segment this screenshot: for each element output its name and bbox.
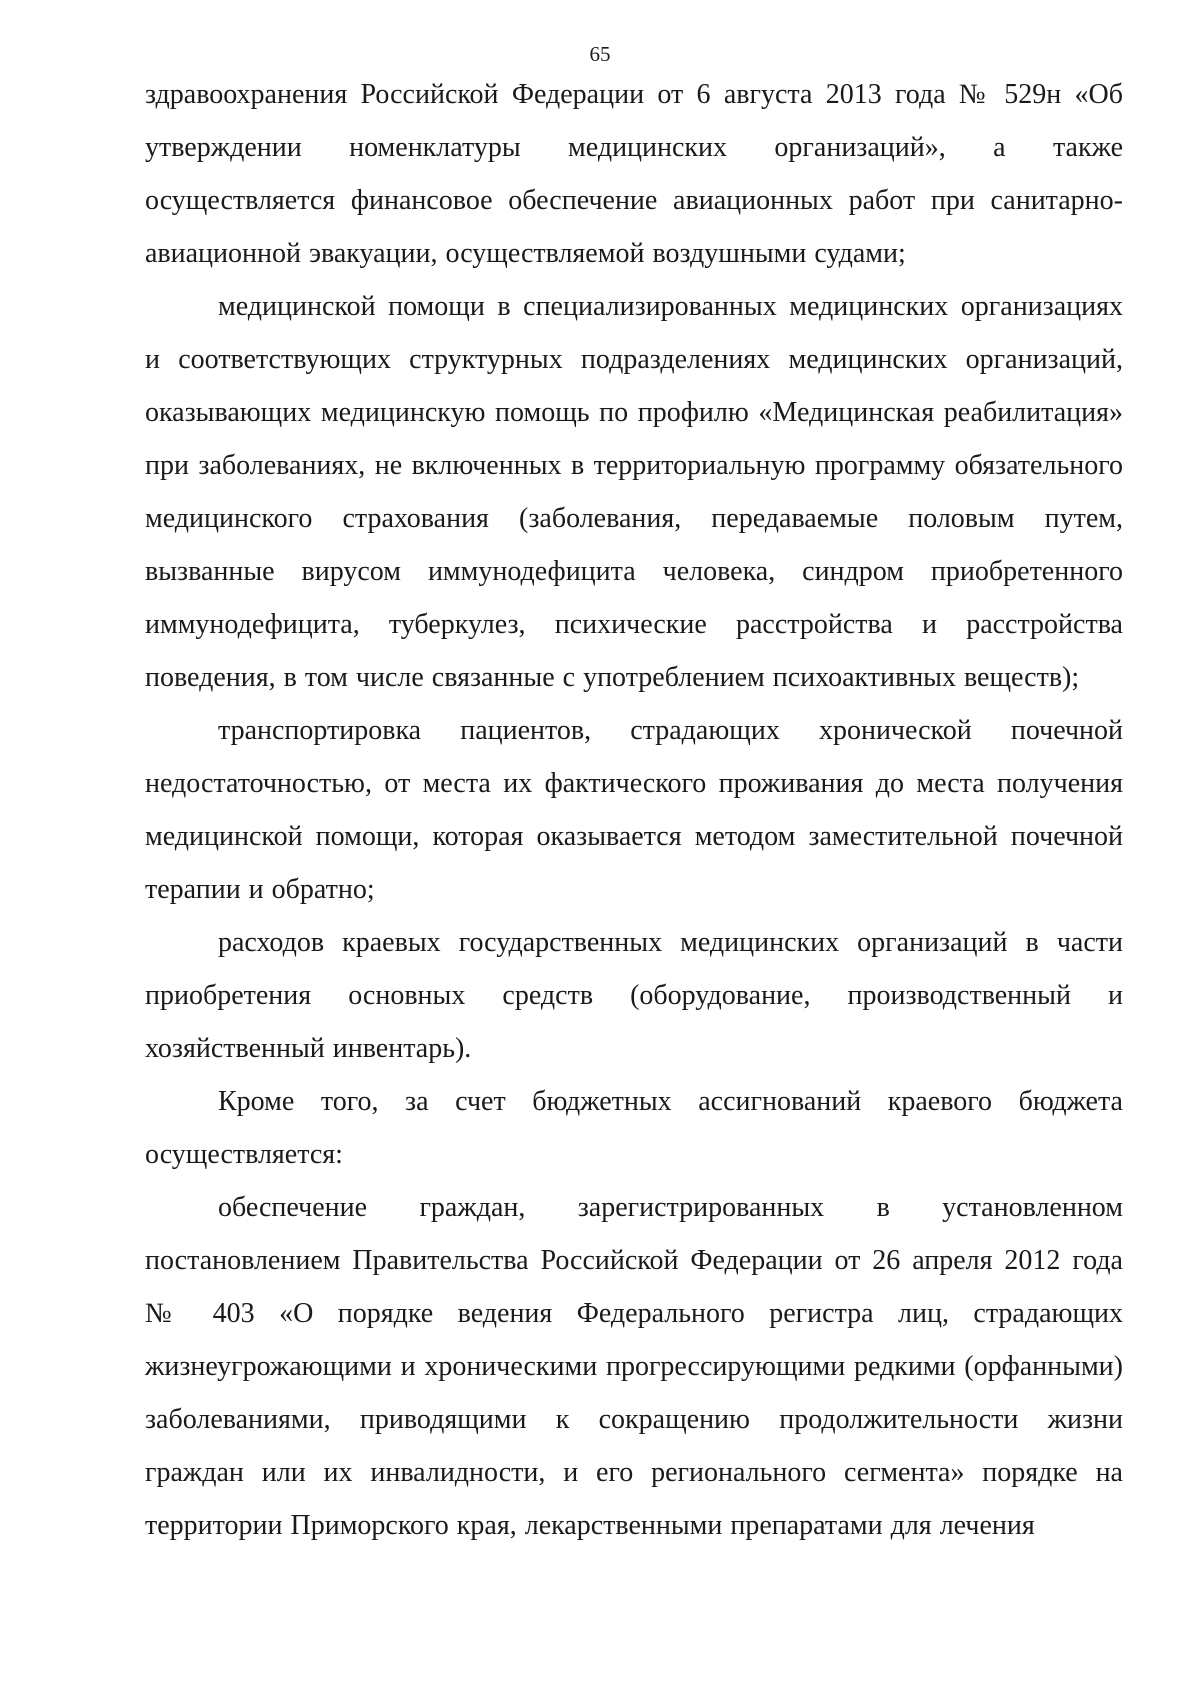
paragraph-patient-transport: транспортировка пациентов, страдающих хронической почечной недостаточностью, от места их фактического проживания до места получения медицинской помощи, которая оказывается методом заместительной почечной терапии и обратно;: [145, 715, 1123, 905]
page-number: 65: [589, 42, 611, 66]
paragraph-expenses: расходов краевых государственных медицинских организаций в части приобретения основных средств (оборудование, производственный и хозяйственный инвентарь).: [145, 927, 1123, 1064]
paragraph-specialized-care: медицинской помощи в специализированных медицинских организациях и соответствующих структурных подразделениях медицинских организаций, оказывающих медицинскую помощь по профилю «Медицинская реабилитация» при заболеваниях, не включенных в территориальную программу обязательного медицинского страхования (заболевания, передаваемые половым путем, вызванные вирусом иммунодефицита человека, синдром приобретенного иммунодефицита, туберкулез, психические расстройства и расстройства поведения, в том числе связанные с употреблением психоактивных веществ);: [145, 291, 1123, 693]
paragraph-continuation: здравоохранения Российской Федерации от 6 августа 2013 года № 529н «Об утверждении номенклатуры медицинских организаций», а также осуществляется финансовое обеспечение авиационных работ при санитарно-авиационной эвакуации, осуществляемой воздушными судами;: [145, 79, 1123, 269]
document-body: [145, 68, 1123, 1552]
paragraph-additionally: Кроме того, за счет бюджетных ассигнований краевого бюджета осуществляется:: [145, 1086, 1123, 1170]
paragraph-orphan-diseases: обеспечение граждан, зарегистрированных в установленном постановлением Правительства Российской Федерации от 26 апреля 2012 года № 403 «О порядке ведения Федерального регистра лиц, страдающих жизнеугрожающими и хроническими прогрессирующими редкими (орфанными) заболеваниями, приводящими к сокращению продолжительности жизни граждан или их инвалидности, и его регионального сегмента» порядке на территории Приморского края, лекарственными препаратами для лечения: [145, 1192, 1123, 1541]
